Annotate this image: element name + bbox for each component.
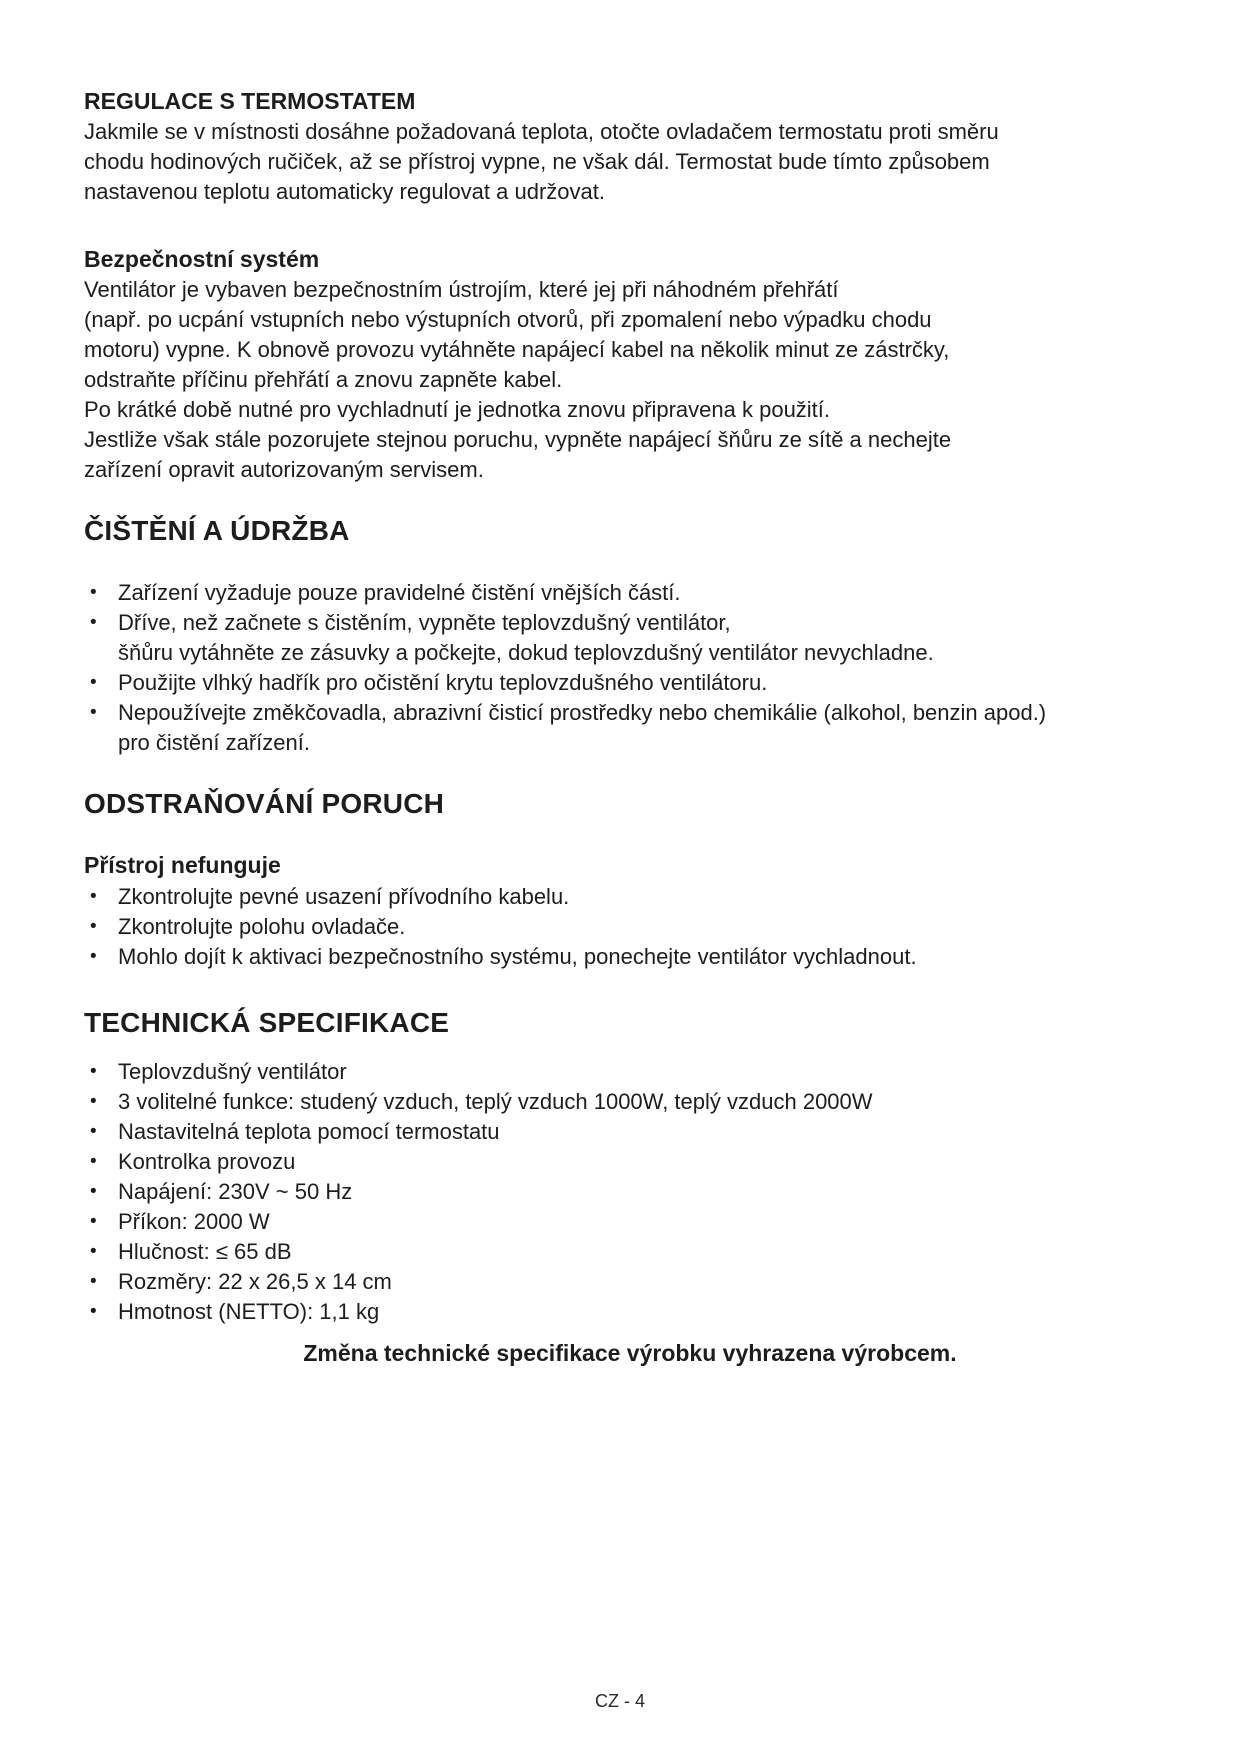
paragraph-line: Ventilátor je vybaven bezpečnostním ústrojím, které jej při náhodném přehřátí — [84, 277, 839, 302]
list-item — [84, 882, 1176, 912]
bullet-icon: • — [90, 672, 97, 693]
tech-spec-bullet-list — [84, 1057, 1176, 1327]
bullet-text — [118, 1087, 1176, 1117]
list-item — [84, 1147, 1176, 1177]
troubleshooting-bullet-list — [84, 882, 1176, 972]
bullet-icon: • — [90, 1241, 97, 1262]
list-item — [84, 608, 1176, 668]
bullet-line: pro čistění zařízení. — [118, 730, 310, 755]
bullet-icon: • — [90, 702, 97, 723]
bullet-text — [118, 1237, 1176, 1267]
bullet-line: Mohlo dojít k aktivaci bezpečnostního systému, ponechejte ventilátor vychladnout. — [118, 944, 917, 969]
bullet-text — [118, 942, 1176, 972]
cleaning-section-heading: ČIŠTĚNÍ A ÚDRŽBA — [84, 515, 350, 546]
bullet-icon: • — [90, 946, 97, 967]
list-item — [84, 912, 1176, 942]
bullet-line: Kontrolka provozu — [118, 1149, 296, 1174]
cleaning-bullet-list — [84, 578, 1176, 758]
paragraph-line: zařízení opravit autorizovaným servisem. — [84, 457, 484, 482]
bullet-line: Nepoužívejte změkčovadla, abrazivní čisticí prostředky nebo chemikálie (alkohol, benzin apod.) — [118, 700, 1047, 725]
bullet-line: Rozměry: 22 x 26,5 x 14 cm — [118, 1269, 392, 1294]
thermostat-paragraph — [84, 117, 1176, 207]
bullet-line: Zkontrolujte polohu ovladače. — [118, 914, 406, 939]
tech-spec-section-heading: TECHNICKÁ SPECIFIKACE — [84, 1007, 450, 1038]
list-item — [84, 1177, 1176, 1207]
list-item — [84, 1267, 1176, 1297]
paragraph-line: Jakmile se v místnosti dosáhne požadovaná teplota, otočte ovladačem termostatu proti směru — [84, 119, 999, 144]
bullet-line: Příkon: 2000 W — [118, 1209, 270, 1234]
bullet-icon: • — [90, 1181, 97, 1202]
bullet-text — [118, 1267, 1176, 1297]
bullet-icon: • — [90, 1211, 97, 1232]
bullet-text — [118, 608, 1176, 668]
paragraph-line: motoru) vypne. K obnově provozu vytáhněte napájecí kabel na několik minut ze zástrčky, — [84, 337, 950, 362]
list-item — [84, 1057, 1176, 1087]
bullet-icon: • — [90, 612, 97, 633]
bullet-text — [118, 698, 1176, 758]
bullet-line: Dříve, než začnete s čistěním, vypněte teplovzdušný ventilátor, — [118, 610, 731, 635]
safety-system-paragraph — [84, 275, 1176, 485]
bullet-line: Použijte vlhký hadřík pro očistění krytu teplovzdušného ventilátoru. — [118, 670, 768, 695]
bullet-line: Zařízení vyžaduje pouze pravidelné čistění vnějších částí. — [118, 580, 681, 605]
list-item — [84, 698, 1176, 758]
bullet-text — [118, 1207, 1176, 1237]
safety-system-heading: Bezpečnostní systém — [84, 246, 320, 272]
bullet-icon: • — [90, 1121, 97, 1142]
bullet-line: Napájení: 230V ~ 50 Hz — [118, 1179, 353, 1204]
device-not-working-heading: Přístroj nefunguje — [84, 852, 281, 878]
paragraph-line: nastavenou teplotu automaticky regulovat a udržovat. — [84, 179, 605, 204]
bullet-icon: • — [90, 916, 97, 937]
paragraph-line: Po krátké době nutné pro vychladnutí je jednotka znovu připravena k použití. — [84, 397, 831, 422]
bullet-text — [118, 578, 1176, 608]
list-item — [84, 668, 1176, 698]
bullet-line: šňůru vytáhněte ze zásuvky a počkejte, dokud teplovzdušný ventilátor nevychladne. — [118, 640, 934, 665]
bullet-icon: • — [90, 1091, 97, 1112]
bullet-text — [118, 1147, 1176, 1177]
paragraph-line: odstraňte příčinu přehřátí a znovu zapněte kabel. — [84, 367, 563, 392]
thermostat-section-heading: REGULACE S TERMOSTATEM — [84, 88, 416, 114]
list-item — [84, 1087, 1176, 1117]
bullet-icon: • — [90, 1151, 97, 1172]
page-footer: CZ - 4 — [594, 1691, 645, 1711]
list-item — [84, 942, 1176, 972]
bullet-icon: • — [90, 1301, 97, 1322]
bullet-icon: • — [90, 886, 97, 907]
paragraph-line: Jestliže však stále pozorujete stejnou poruchu, vypněte napájecí šňůru ze sítě a nechejte — [84, 427, 952, 452]
list-item — [84, 1117, 1176, 1147]
bullet-text — [118, 1117, 1176, 1147]
bullet-line: Zkontrolujte pevné usazení přívodního kabelu. — [118, 884, 570, 909]
bullet-line: Hlučnost: ≤ 65 dB — [118, 1239, 292, 1264]
bullet-icon: • — [90, 1271, 97, 1292]
list-item — [84, 578, 1176, 608]
list-item — [84, 1207, 1176, 1237]
list-item — [84, 1297, 1176, 1327]
bullet-text — [118, 1177, 1176, 1207]
bullet-icon: • — [90, 1061, 97, 1082]
bullet-line: Hmotnost (NETTO): 1,1 kg — [118, 1299, 380, 1324]
troubleshooting-section-heading: ODSTRAŇOVÁNÍ PORUCH — [84, 788, 445, 819]
bullet-text — [118, 912, 1176, 942]
bullet-line: Teplovzdušný ventilátor — [118, 1059, 347, 1084]
paragraph-line: (např. po ucpání vstupních nebo výstupních otvorů, při zpomalení nebo výpadku chodu — [84, 307, 932, 332]
bullet-line: Nastavitelná teplota pomocí termostatu — [118, 1119, 500, 1144]
document-content — [84, 86, 1176, 1368]
bullet-text — [118, 1057, 1176, 1087]
bullet-text — [118, 1297, 1176, 1327]
bullet-icon: • — [90, 582, 97, 603]
bullet-line: 3 volitelné funkce: studený vzduch, teplý vzduch 1000W, teplý vzduch 2000W — [118, 1089, 873, 1114]
bullet-text — [118, 668, 1176, 698]
spec-change-note: Změna technické specifikace výrobku vyhrazena výrobcem. — [303, 1340, 957, 1366]
paragraph-line: chodu hodinových ručiček, až se přístroj vypne, ne však dál. Termostat bude tímto způsobem — [84, 149, 990, 174]
bullet-text — [118, 882, 1176, 912]
list-item — [84, 1237, 1176, 1267]
